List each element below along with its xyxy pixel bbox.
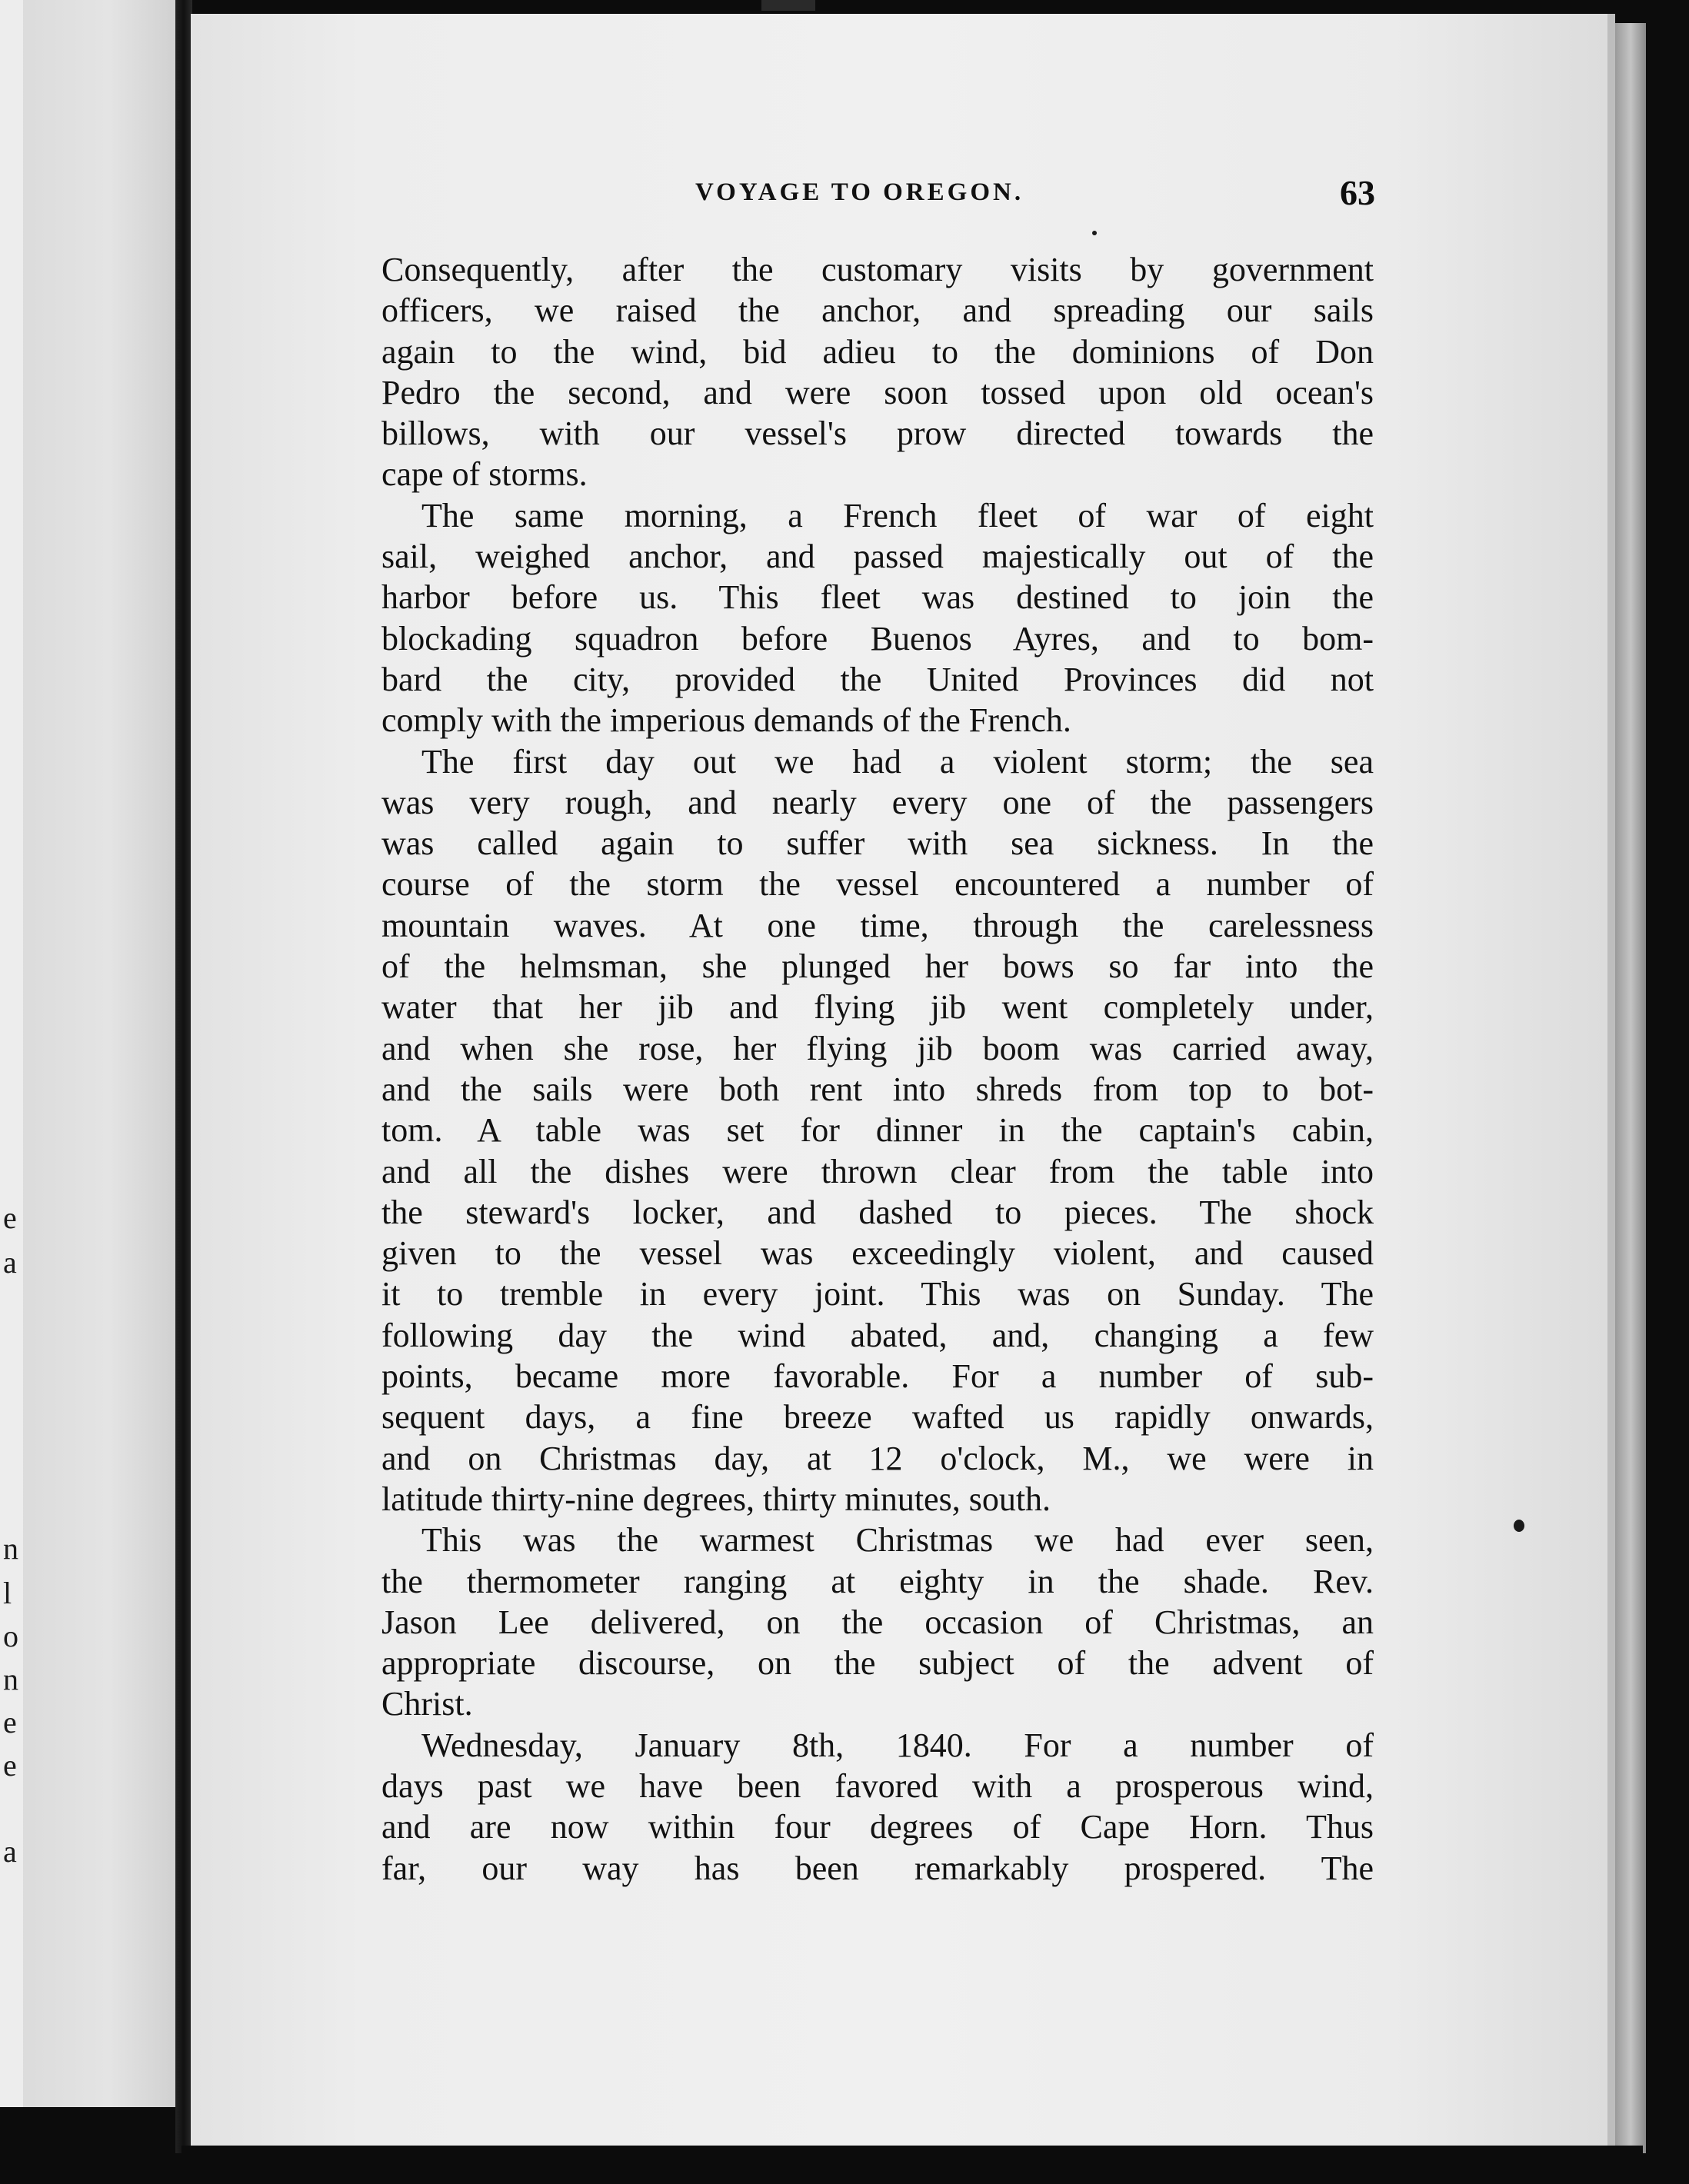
text-line: officers, we raised the anchor, and spreading our sails: [381, 291, 1374, 330]
text-line: was called again to suffer with sea sickness. In the: [381, 824, 1374, 863]
facing-page-text-edge: [0, 0, 23, 2107]
text-line: following day the wind abated, and, changing a few: [381, 1316, 1374, 1354]
facing-page-fragment: e: [3, 1748, 17, 1783]
text-line: harbor before us. This fleet was destined to join the: [381, 578, 1374, 617]
text-line: comply with the imperious demands of the French.: [381, 701, 1071, 740]
scan-speck: [1092, 231, 1097, 235]
running-head: [383, 175, 1375, 221]
text-line: This was the warmest Christmas we had ever seen,: [421, 1521, 1374, 1560]
facing-page-fragment: e: [3, 1200, 17, 1235]
text-line: bard the city, provided the United Provinces did not: [381, 660, 1374, 698]
text-line: course of the storm the vessel encountered a number of: [381, 865, 1374, 904]
text-line: points, became more favorable. For a number of sub-: [381, 1357, 1374, 1396]
text-line: the thermometer ranging at eighty in the shade. Rev.: [381, 1562, 1374, 1600]
text-line: far, our way has been remarkably prospered. The: [381, 1849, 1374, 1887]
text-line: mountain waves. At one time, through the carelessness: [381, 906, 1374, 944]
text-line: Christ.: [381, 1685, 473, 1723]
page-number: 63: [1340, 173, 1375, 212]
text-line: days past we have been favored with a prosperous wind,: [381, 1766, 1374, 1805]
text-line: Wednesday, January 8th, 1840. For a number of: [421, 1726, 1374, 1764]
facing-page-fragment: n: [3, 1531, 18, 1566]
text-line: cape of storms.: [381, 455, 588, 494]
facing-page-fragment: n: [3, 1662, 18, 1696]
facing-page-fragment: e: [3, 1705, 17, 1740]
text-line: Jason Lee delivered, on the occasion of Christmas, an: [381, 1603, 1374, 1641]
text-line: given to the vessel was exceedingly violent, and caused: [381, 1234, 1374, 1273]
text-line: and are now within four degrees of Cape Horn. Thus: [381, 1808, 1374, 1846]
text-line: appropriate discourse, on the subject of the advent of: [381, 1644, 1374, 1683]
text-line: Consequently, after the customary visits by government: [381, 251, 1374, 288]
scan-speck: [1514, 1520, 1524, 1532]
text-line: the steward's locker, and dashed to pieces. The shock: [381, 1193, 1374, 1231]
text-line: and the sails were both rent into shreds from top to bot-: [381, 1070, 1374, 1108]
running-head-title: VOYAGE TO OREGON.: [695, 178, 1024, 206]
text-line: water that her jib and flying jib went completely under,: [381, 988, 1374, 1027]
text-line: of the helmsman, she plunged her bows so far into the: [381, 947, 1374, 986]
facing-page-fragment: o: [3, 1619, 18, 1653]
text-line: and all the dishes were thrown clear from the table into: [381, 1152, 1374, 1190]
text-line: again to the wind, bid adieu to the dominions of Don: [381, 332, 1374, 371]
text-line: and when she rose, her flying jib boom was carried away,: [381, 1029, 1374, 1067]
text-line: blockading squadron before Buenos Ayres, and to bom-: [381, 619, 1374, 658]
scan-bottom-border: [182, 2146, 1643, 2184]
text-line: sequent days, a fine breeze wafted us rapidly onwards,: [381, 1398, 1374, 1437]
text-line: The same morning, a French fleet of war of eight: [421, 496, 1374, 534]
text-line: tom. A table was set for dinner in the captain's cabin,: [381, 1111, 1374, 1150]
facing-page-fragment: l: [3, 1576, 12, 1610]
text-line: Pedro the second, and were soon tossed upon old ocean's: [381, 373, 1374, 411]
text-line: latitude thirty-nine degrees, thirty minutes, south.: [381, 1480, 1051, 1518]
facing-page-fragment: a: [3, 1834, 17, 1869]
body-text: [381, 249, 1374, 1889]
text-line: was very rough, and nearly every one of the passengers: [381, 783, 1374, 821]
text-line: The first day out we had a violent storm; the sea: [421, 742, 1374, 781]
gutter-shadow: [175, 0, 192, 2153]
text-line: it to tremble in every joint. This was on Sunday. The: [381, 1275, 1374, 1313]
text-line: and on Christmas day, at 12 o'clock, M., we were in: [381, 1439, 1374, 1477]
scan-top-notch: [761, 0, 815, 11]
text-line: sail, weighed anchor, and passed majestically out of the: [381, 538, 1374, 576]
facing-page: [0, 0, 182, 2107]
page-edge: [1615, 23, 1646, 2153]
text-line: billows, with our vessel's prow directed towards the: [381, 414, 1374, 453]
facing-page-fragment: a: [3, 1245, 17, 1280]
